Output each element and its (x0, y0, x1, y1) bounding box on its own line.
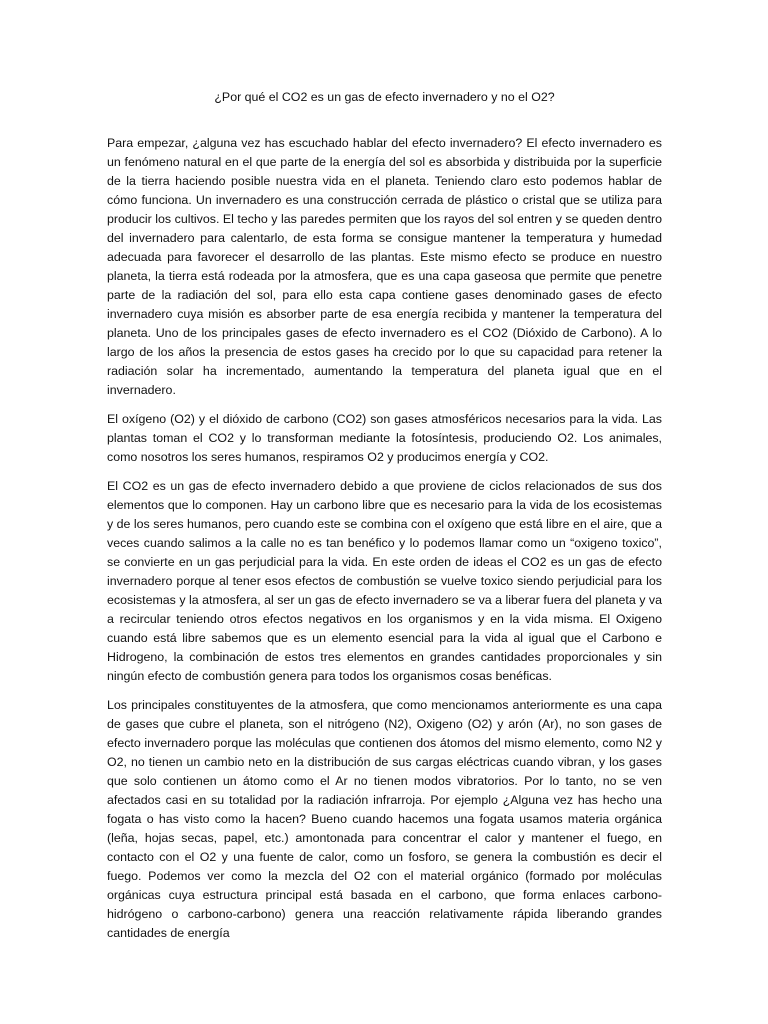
paragraph-oxygen-and-co2: El oxígeno (O2) y el dióxido de carbono (CO2) son gases atmosféricos necesarios para la vida. Las plantas toman el CO2 y lo transforman mediante la fotosíntesis, produciendo O2. Los animales, como nosotros los seres humanos, respiramos O2 y producimos energía y CO2. (107, 412, 662, 464)
document-body (107, 88, 662, 953)
document-title: ¿Por qué el CO2 es un gas de efecto invernadero y no el O2? (214, 90, 555, 104)
paragraph-atmosphere-constituents: Los principales constituyentes de la atmosfera, que como mencionamos anteriormente es una capa de gases que cubre el planeta, son el nitrógeno (N2), Oxigeno (O2) y arón (Ar), no son gases de efecto invernadero porque las moléculas que contienen dos átomos del mismo elemento, como N2 y O2, no tienen un cambio neto en la distribución de sus cargas eléctricas cuando vibran, y los gases que solo contienen un átomo como el Ar no tienen modos vibratorios. Por lo tanto, no se ven afectados casi en su totalidad por la radiación infrarroja. Por ejemplo ¿Alguna vez has hecho una fogata o has visto como la hacen? Bueno cuando hacemos una fogata usamos materia orgánica (leña, hojas secas, papel, etc.) amontonada para concentrar el calor y mantener el fuego, en contacto con el O2 y una fuente de calor, como un fosforo, se genera la combustión es decir el fuego. Podemos ver como la mezcla del O2 con el material orgánico (formado por moléculas orgánicas cuya estructura principal está basada en el carbono, que forma enlaces carbono-hidrógeno o carbono-carbono) genera una reacción relativamente rápida liberando grandes cantidades de energía (107, 698, 662, 940)
paragraph-greenhouse-effect: Para empezar, ¿alguna vez has escuchado hablar del efecto invernadero? El efecto invernadero es un fenómeno natural en el que parte de la energía del sol es absorbida y distribuida por la superficie de la tierra haciendo posible nuestra vida en el planeta. Teniendo claro esto podemos hablar de cómo funciona. Un invernadero es una construcción cerrada de plástico o cristal que se utiliza para producir los cultivos. El techo y las paredes permiten que los rayos del sol entren y se queden dentro del invernadero para calentarlo, de esta forma se consigue mantener la temperatura y humedad adecuada para favorecer el desarrollo de las plantas. Este mismo efecto se produce en nuestro planeta, la tierra está rodeada por la atmosfera, que es una capa gaseosa que permite que penetre parte de la radiación del sol, para ello esta capa contiene gases denominado gases de efecto invernadero cuya misión es absorber parte de esa energía recibida y mantener la temperatura del planeta. Uno de los principales gases de efecto invernadero es el CO2 (Dióxido de Carbono). A lo largo de los años la presencia de estos gases ha crecido por lo que su capacidad para retener la radiación solar ha incrementado, aumentando la temperatura del planeta igual que en el invernadero. (107, 136, 662, 397)
paragraph-co2-greenhouse-gas: El CO2 es un gas de efecto invernadero debido a que proviene de ciclos relacionados de sus dos elementos que lo componen. Hay un carbono libre que es necesario para la vida de los ecosistemas y de los seres humanos, pero cuando este se combina con el oxígeno que está libre en el aire, que a veces cuando salimos a la calle no es tan benéfico y lo podemos llamar como un “oxigeno toxico”, se convierte en un gas perjudicial para la vida. En este orden de ideas el CO2 es un gas de efecto invernadero porque al tener esos efectos de combustión se vuelve toxico siendo perjudicial para los ecosistemas y la atmosfera, al ser un gas de efecto invernadero se va a liberar fuera del planeta y va a recircular teniendo otros efectos negativos en los organismos y en la vida misma. El Oxigeno cuando está libre sabemos que es un elemento esencial para la vida al igual que el Carbono e Hidrogeno, la combinación de estos tres elementos en grandes cantidades proporcionales y sin ningún efecto de combustión genera para todos los organismos cosas benéficas. (107, 479, 662, 683)
